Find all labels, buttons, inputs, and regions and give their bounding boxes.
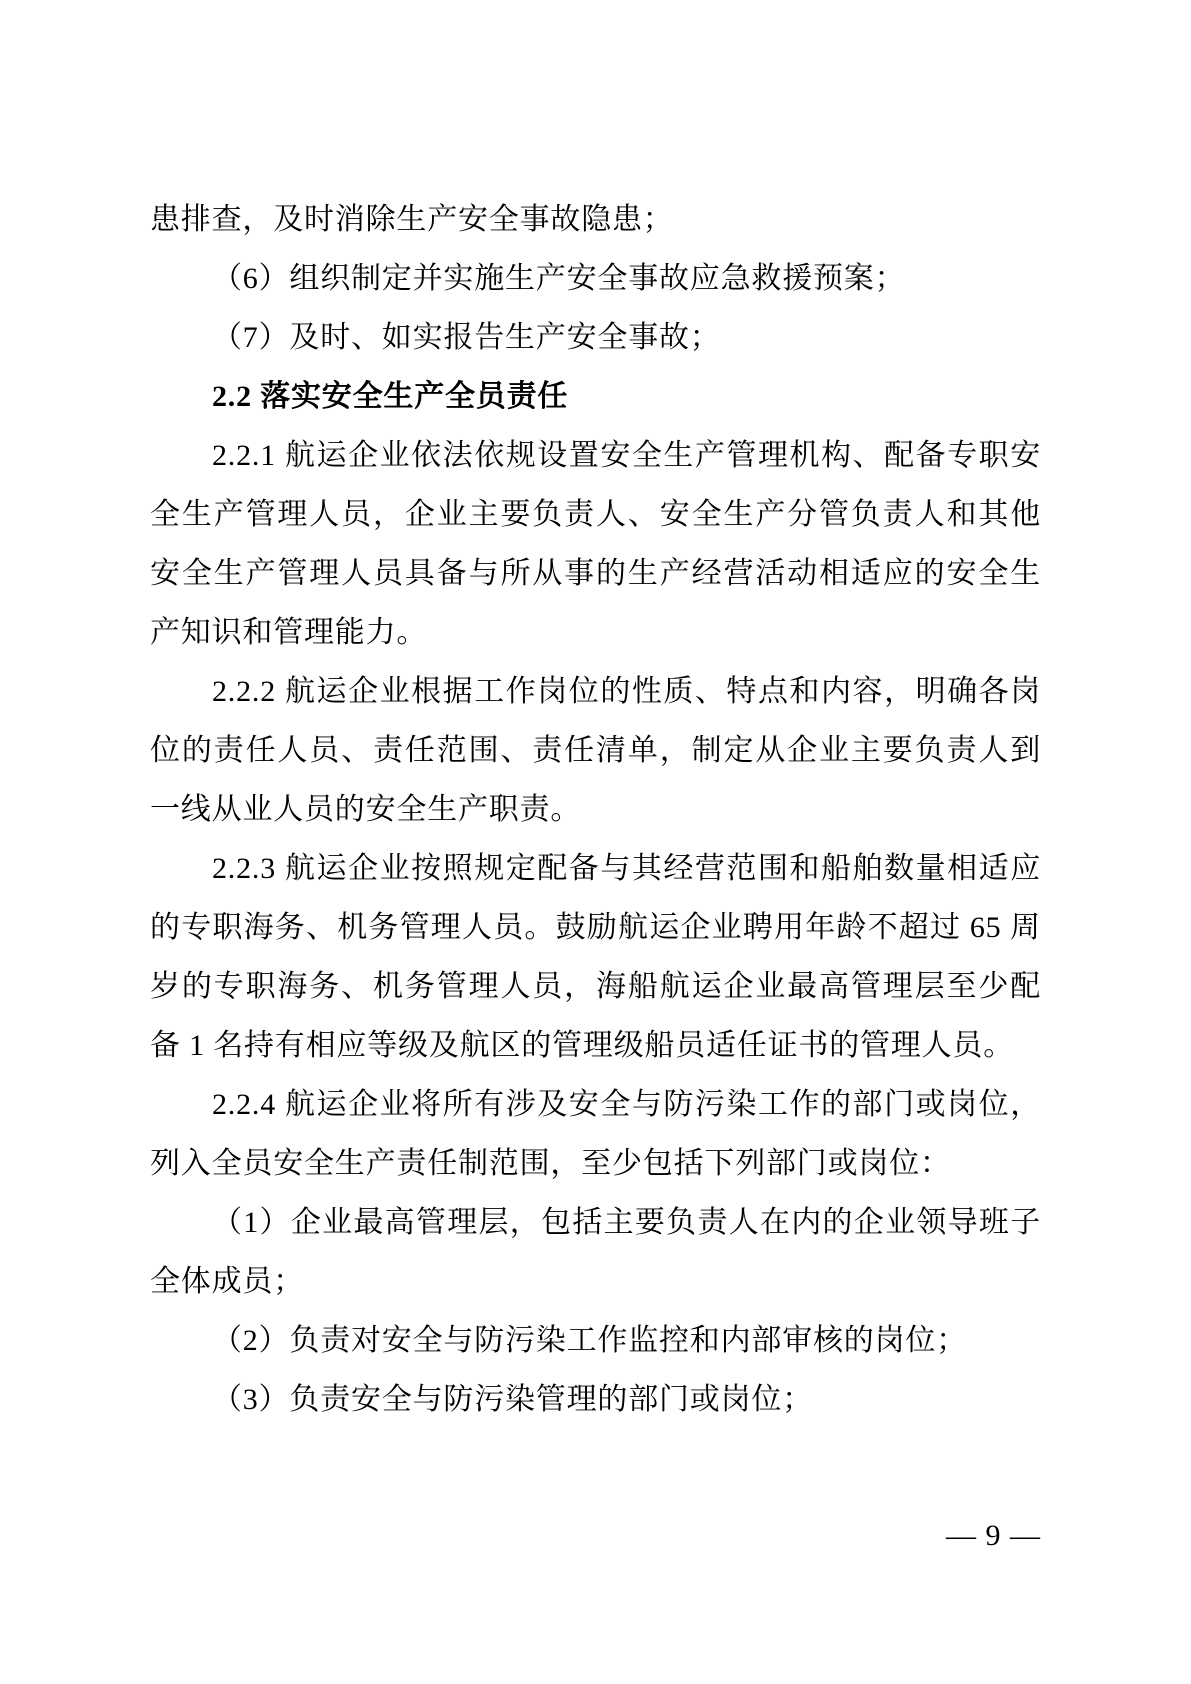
list-item-7: （7）及时、如实报告生产安全事故； bbox=[212, 321, 721, 354]
paragraph-2-2-1: 2.2.1 航运企业依法依规设置安全生产管理机构、配备专职安全生产管理人员，企业主要负责人、安全生产分管负责人和其他安全生产管理人员具备与所从事的生产经营活动相适应的安全生产知识和管理能力。 bbox=[150, 439, 1041, 649]
page-number: — 9 — bbox=[946, 1519, 1041, 1552]
list-item-1: （1）企业最高管理层，包括主要负责人在内的企业领导班子全体成员； bbox=[150, 1206, 1041, 1298]
document-body bbox=[150, 190, 1041, 1429]
list-item-3: （3）负责安全与防污染管理的部门或岗位； bbox=[212, 1383, 813, 1416]
paragraph-continuation: 患排查，及时消除生产安全事故隐患； bbox=[150, 203, 674, 236]
list-item-6: （6）组织制定并实施生产安全事故应急救援预案； bbox=[212, 262, 906, 295]
list-item-2: （2）负责对安全与防污染工作监控和内部审核的岗位； bbox=[212, 1324, 967, 1357]
paragraph-2-2-4: 2.2.4 航运企业将所有涉及安全与防污染工作的部门或岗位，列入全员安全生产责任制范围，至少包括下列部门或岗位： bbox=[150, 1088, 1041, 1180]
paragraph-2-2-2: 2.2.2 航运企业根据工作岗位的性质、特点和内容，明确各岗位的责任人员、责任范围、责任清单，制定从企业主要负责人到一线从业人员的安全生产职责。 bbox=[150, 675, 1041, 826]
section-heading-2-2: 2.2 落实安全生产全员责任 bbox=[212, 380, 569, 413]
paragraph-2-2-3: 2.2.3 航运企业按照规定配备与其经营范围和船舶数量相适应的专职海务、机务管理人员。鼓励航运企业聘用年龄不超过 65 周岁的专职海务、机务管理人员，海船航运企业最高管理层至少配备 1 名持有相应等级及航区的管理级船员适任证书的管理人员。 bbox=[150, 852, 1041, 1062]
